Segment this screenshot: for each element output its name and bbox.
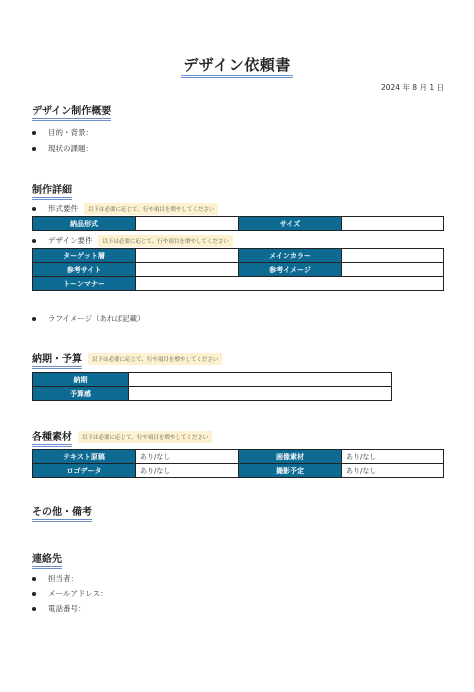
format-key-delivery: 納品形式	[33, 217, 136, 231]
design-value-reference-site[interactable]	[136, 263, 239, 277]
bullet-icon	[32, 147, 36, 151]
table-row	[33, 387, 392, 401]
rough-image-item: ラフイメージ（あれば記載）	[32, 313, 145, 324]
materials-value-text[interactable]: あり/なし	[136, 450, 239, 464]
design-note: 以下は必要に応じて、行や項目を増やしてください	[98, 235, 232, 247]
materials-key-images: 画像素材	[239, 450, 342, 464]
format-note: 以下は必要に応じて、行や項目を増やしてください	[84, 203, 218, 215]
bullet-icon	[32, 607, 36, 611]
design-table	[32, 248, 444, 291]
materials-note: 以下は必要に応じて、行や項目を増やしてください	[78, 431, 212, 443]
table-row	[33, 263, 444, 277]
materials-value-logo[interactable]: あり/なし	[136, 464, 239, 478]
schedule-value-budget[interactable]	[129, 387, 392, 401]
bullet-icon	[32, 577, 36, 581]
table-row	[33, 217, 444, 231]
section-overview-heading: デザイン制作概要	[32, 102, 111, 117]
format-value-delivery[interactable]	[136, 217, 239, 231]
design-key-reference-image: 参考イメージ	[239, 263, 342, 277]
format-value-size[interactable]	[342, 217, 444, 231]
design-requirements-label: デザイン要件 以下は必要に応じて、行や項目を増やしてください	[32, 235, 233, 247]
table-row	[33, 249, 444, 263]
bullet-icon	[32, 131, 36, 135]
table-row	[33, 277, 444, 291]
design-value-main-color[interactable]	[342, 249, 444, 263]
materials-table	[32, 449, 444, 478]
bullet-icon	[32, 592, 36, 596]
format-requirements-label: 形式要件 以下は必要に応じて、行や項目を増やしてください	[32, 203, 218, 215]
document-date: 2024 年 8 月 1 日	[380, 83, 444, 92]
overview-item-issues: 現状の課題：	[32, 143, 93, 154]
schedule-key-budget: 予算感	[33, 387, 129, 401]
design-key-tone: トーンマナー	[33, 277, 136, 291]
materials-key-shooting: 撮影予定	[239, 464, 342, 478]
schedule-value-deadline[interactable]	[129, 373, 392, 387]
overview-item-purpose: 目的・背景：	[32, 127, 93, 138]
section-contact-heading: 連絡先	[32, 550, 62, 565]
section-schedule-heading: 納期・予算 以下は必要に応じて、行や項目を増やしてください	[32, 350, 222, 365]
contact-item-email: メールアドレス：	[32, 588, 108, 599]
document-title: デザイン依頼書	[0, 54, 474, 75]
table-row	[33, 450, 444, 464]
design-value-tone[interactable]	[136, 277, 444, 291]
table-row	[33, 464, 444, 478]
design-key-reference-site: 参考サイト	[33, 263, 136, 277]
design-key-main-color: メインカラー	[239, 249, 342, 263]
schedule-note: 以下は必要に応じて、行や項目を増やしてください	[88, 353, 222, 365]
materials-value-images[interactable]: あり/なし	[342, 450, 444, 464]
design-key-target: ターゲット層	[33, 249, 136, 263]
section-other-heading: その他・備考	[32, 503, 92, 518]
contact-item-person: 担当者：	[32, 573, 78, 584]
format-table	[32, 216, 444, 231]
design-value-target[interactable]	[136, 249, 239, 263]
bullet-icon	[32, 207, 36, 211]
schedule-table	[32, 372, 392, 401]
bullet-icon	[32, 317, 36, 321]
contact-item-phone: 電話番号：	[32, 603, 86, 614]
materials-key-logo: ロゴデータ	[33, 464, 136, 478]
section-materials-heading: 各種素材 以下は必要に応じて、行や項目を増やしてください	[32, 428, 212, 443]
materials-value-shooting[interactable]: あり/なし	[342, 464, 444, 478]
format-key-size: サイズ	[239, 217, 342, 231]
bullet-icon	[32, 239, 36, 243]
table-row	[33, 373, 392, 387]
design-value-reference-image[interactable]	[342, 263, 444, 277]
materials-key-text: テキスト原稿	[33, 450, 136, 464]
schedule-key-deadline: 納期	[33, 373, 129, 387]
section-details-heading: 制作詳細	[32, 181, 72, 196]
